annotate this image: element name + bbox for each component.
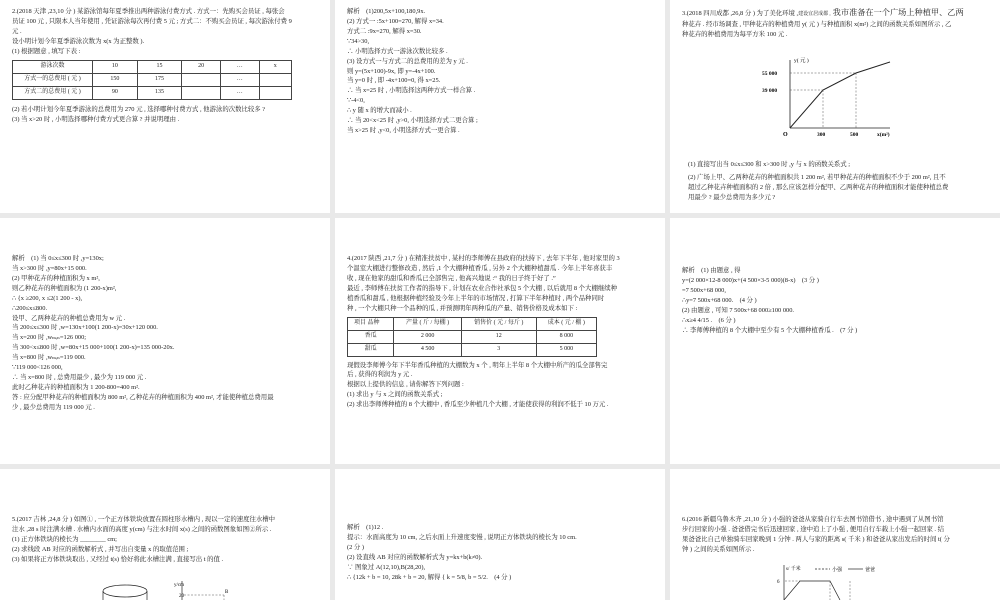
text-line: ∵-4<0, [347,97,365,105]
table-cell: 甜瓜 [348,343,394,356]
table-row [13,73,292,86]
text-line: =7 500x+68 000, [682,286,726,294]
text-line [682,7,988,20]
table-cell [259,73,292,86]
table-cell [182,73,221,86]
table-cell: … [220,86,259,99]
legend-label: 爸爸 [865,568,876,573]
text-line: 方式二 :9x=270, 解得 x=30. [347,27,422,35]
table-row [348,330,597,343]
page-panel-q5-solution [335,469,665,600]
text-line: 设甲、乙两种花卉的种植总费用为 w 元 . [12,314,126,322]
text-line: ∴ 李师傅种植的 8 个大棚中至少有 5 个大棚种植香瓜 . (7 分 ) [682,326,858,334]
cost-function-graph [750,56,900,138]
text-line: 则乙种花卉的种植面积为 (1 200-x)m², [12,284,117,292]
y-axis-label: y( 元 ) [794,58,809,64]
text-line: (2) 由题意 , 可知 7 500x+68 000≥100 000. [682,306,795,314]
page-panel-q2 [0,0,330,213]
table-cell: 135 [137,86,182,99]
text-line: 则 y=(5x+100)-9x, 即 y=-4x+100. [347,67,436,75]
table-cell: 15 [137,60,182,73]
x-axis-label: x(m²) [877,132,890,138]
table-row [348,343,597,356]
text-line: 当 200≤x≤300 时 ,w=130x+100(1 200-x)=30x+120 000. [12,324,158,332]
text-line: (3) 如果将正方体铁块取出 , 又经过 t(s) 恰好将此水槽注满 , 直接写出 t 的值 . [12,555,224,563]
x-tick-label: 500 [850,132,859,138]
text-line: (1) 直接写出当 0≤x≤300 和 x>300 时 ,y 与 x 的函数关系式 ; [688,161,851,168]
text-line: 根据以上提供的信息 , 请你解答下列问题 : [347,381,464,389]
table-cell: x [259,60,292,73]
table-cell: 3 [461,343,536,356]
water-tank-figure [100,579,150,600]
text-line: ∴ {12k + b = 10, 28k + b = 20, 解得 { k = 5/8, b = 5/2. (4 分 ) [347,573,512,581]
text-line: 种 , 一个大棚只种一个品种的瓜 , 并预测明年两种瓜的产量、销售价格及成本如下 : [347,304,578,312]
text-line: 当 x=200 时 ,wₘᵢₙ=126 000; [12,334,87,342]
y-tick-label: 20 [179,594,184,599]
cylinder-top [103,585,147,597]
table-row [13,60,292,73]
text-line: 设小明计划今年夏季游泳次数为 x(x 为正整数 ). [12,37,145,45]
text-line: 5.(2017 吉林 ,24,8 分 ) 如图① , 一个正方体铁块放置在圆柱形水槽内 , 现以一定的速度往水槽中 [12,516,276,523]
text-line: ∴ y 随 x 的增大而减小 . [347,107,412,115]
table-row [13,86,292,99]
table-cell [259,86,292,99]
text-line: ∴ 当 20<x<25 时 ,y>0, 小明选择方式二更合算 ; [347,117,478,125]
text-line: 钟 ) 之间的关系如图所示 . [682,545,755,553]
point-label: B [225,590,229,595]
text-line: (1) 根据题意 , 填写下表 : [12,47,81,55]
table-cell: 175 [137,73,182,86]
page-panel-q2-solution [335,0,665,213]
text-line: ∴ 当 x=800 时 , 总费用最少 , 最少为 119 000 元 . [12,374,147,382]
page-panel-q3 [670,0,1000,213]
table-cell: 游泳次数 [13,60,93,73]
text-line: (1) 正方体铁块的棱长为 ________ cm; [12,535,117,543]
text-line: 种花卉 . 经市场调查 , 甲种花卉的种植费用 y( 元 ) 与种植面积 x(m²) 之间的函数关系如图所示 , 乙 [682,20,952,28]
text-line: 当 y=0 时 , 即 -4x+100=0, 得 x=25. [347,77,441,85]
table-cell: 4 500 [394,343,462,356]
text-line: (2) 广场上甲、乙两种花卉的种植面积共 1 200 m², 若甲种花卉的种植面积不少于 200 m², 且不 [688,173,946,181]
text-line: 答 : 应分配甲种花卉的种植面积为 800 m², 乙种花卉的种植面积为 400 m², 才能使种植总费用最 [12,393,274,401]
table-cell: 方式一的总费用 ( 元 ) [13,73,93,86]
text-line: (1) 求出 y 与 x 之间的函数关系式 ; [347,391,443,399]
text-line: ∴y=7 500x+68 000. (4 分 ) [682,296,757,304]
crop-table [347,317,597,357]
text-line: 当 x>300 时 ,y=80x+15 000. [12,264,87,272]
table-cell: 香瓜 [348,330,394,343]
table-cell: 8 000 [536,330,596,343]
table-cell: 5 000 [536,343,596,356]
text-line: 后 , 获得的利润为 y 元 . [347,371,413,379]
text-segment: 3.(2018 四川成都 ,26,8 分 ) 为了美化环境 , [682,10,799,17]
table-cell: 方式二的总费用 ( 元 ) [13,86,93,99]
fee-table [12,60,292,100]
text-segment: 建设宜居成都 , [798,12,831,17]
text-line: ∵119 000<126 000, [12,364,63,372]
table-cell: 20 [182,60,221,73]
text-line: 4.(2017 陕西 ,21,7 分 ) 在精准扶贫中 , 某村的李师傅在县政府的扶持下 , 去年下半年 , 他对家里的 3 [347,255,620,262]
text-line: 注水 ,28 s 时注满水槽 . 水槽内水面的高度 y(cm) 与注水时间 x(s) 之间的函数图象如图②所示 . [12,525,272,533]
text-line: 用最少 ? 最少总费用为多少元 ? [688,193,776,201]
text-line: 解析 (1) 当 0≤x≤300 时 ,y=130x; [12,255,104,262]
table-cell: 12 [461,330,536,343]
table-cell: 产量 ( 斤 / 每棚 ) [394,317,462,330]
table-cell: 150 [93,73,138,86]
text-line: 提示：水面高度为 10 cm, 之后水面上升速度变慢 , 说明正方体铁块的棱长为 10 cm. [347,533,577,541]
text-line: 果爸爸比自己单独骑车回家晚到 1 分钟 . 两人与家的距离 s( 千米 ) 和爸爸从家出发后的时间 t( 分 [682,535,950,543]
table-cell: 项目 品种 [348,317,394,330]
table-cell [182,86,221,99]
text-line: ∵ 图象过 A(12,10),B(28,20), [347,563,426,571]
text-line: 当 x=800 时 ,wₘᵢₙ=119 000. [12,354,86,362]
father-path-line [784,581,840,600]
text-line: 解析 (1)12 . [347,524,384,531]
text-line: 植香瓜和甜瓜 , 他根据种植经验及今年上半年的市场情况 , 打算下半年种植时 , 两个品种同时 [347,294,605,302]
text-line: (2) 甲种花卉的种植面积为 x m², [12,274,100,282]
y-axis-label: s/ 千米 [786,567,801,572]
table-cell: 90 [93,86,138,99]
cost-line [790,62,890,128]
text-line: 现假设李师傅今年下半年香瓜种植的大棚数为 x 个 , 明年上半年 8 个大棚中所产的瓜全部售完 [347,361,608,369]
y-tick-label: 6 [777,580,780,585]
text-line: (2) 方式一 :5x+100=270, 解得 x=34. [347,17,444,25]
table-cell: 成本 ( 元 / 棚 ) [536,317,596,330]
text-line: (2) 若小明计划今年夏季游泳的总费用为 270 元 , 选择哪种付费方式 , 他游泳的次数比较多 ? [12,105,266,113]
text-line: ∵34>30, [347,37,370,45]
text-line: 员证 100 元 , 只限本人当年使用 , 凭证游泳每次再付费 5 元 ; 方式二：不购买会员证 , 每次游泳付费 9 [12,17,292,25]
text-line: 解析 (1) 由题意 , 得 [682,267,741,274]
text-line: y=(2 000×12-8 000)x+(4 500×3-5 000)(8-x) (3 分 ) [682,276,819,284]
page-panel-q6 [670,469,1000,600]
table-cell: … [220,73,259,86]
text-line: 收 , 现在他家的甜瓜和香瓜已全部售完 , 他高兴地说 :“ 我的日子终于好了 .” [347,274,556,282]
x-tick-label: 300 [817,132,826,138]
text-line: 个温室大棚进行整修改造 , 然后 ,1 个大棚种植香瓜 , 另外 2 个大棚种植甜瓜 . 今年上半年喜获丰 [347,264,613,272]
text-line: (2) 设直线 AB 对应的函数解析式为 y=kx+b(k≠0). [347,553,483,561]
y-axis-label: y/cm [174,583,184,588]
text-line: ∴ {x ≥200, x ≤2(1 200 - x), [12,294,83,302]
text-segment: 我市准备在一个广场上种植甲、乙两 [830,8,964,17]
text-line: (2) 求出李师傅种植的 8 个大棚中 , 香瓜至少种植几个大棚 , 才能使获得的利润不低于 10 万元 . [347,401,609,409]
text-line: 步行回家的小强 . 爸爸借完书后迅速回家 , 途中追上了小强 , 便用自行车载上小强一起回家 . 结 [682,525,945,533]
text-line: (2) 求线段 AB 对应的函数解析式 , 并写出自变量 x 的取值范围 ; [12,545,189,553]
text-line: (3) 设方式一与方式二的总费用的差为 y 元 . [347,57,468,65]
y-tick-label: 39 000 [762,88,778,94]
text-line: 最近 , 李师傅在扶贫工作者的指导下 , 计划在农业合作社承包 5 个大棚 , 以后就用 8 个大棚继续种 [347,284,618,292]
table-cell: 销售价 ( 元 / 每斤 ) [461,317,536,330]
text-line: 解析 (1)200,5x+100,180,9x. [347,8,426,15]
table-cell: 10 [93,60,138,73]
text-line: 少 , 最少总费用为 119 000 元 . [12,403,95,411]
table-row [348,317,597,330]
table-cell: 2 000 [394,330,462,343]
text-line: 元 . [12,27,22,35]
page-panel-q4 [335,218,665,464]
page-panel-q3-solution [0,218,330,464]
text-line: ∴200≤x≤800. [12,304,48,312]
text-line: 超过乙种花卉种植面积的 2 倍 , 那么应该怎样分配甲、乙两种花卉的种植面积才能使种植总费 [688,183,949,191]
page-panel-q5 [0,469,330,600]
text-line: 种花卉的种植费用为每平方米 100 元 . [682,30,788,38]
text-line: 当 x>25 时 ,y<0, 小明选择方式一更合算 . [347,127,460,135]
text-line: ∴ 当 x=25 时 , 小明选择这两种方式一样合算 . [347,87,476,95]
text-line: 6.(2016 新疆乌鲁木齐 ,21,10 分 ) 小强的爸爸从家骑自行车去图书馆借书 , 途中遇到了从图书馆 [682,516,944,523]
text-line: (3) 当 x>20 时 , 小明选择哪种付费方式更合算 ? 并说明理由 . [12,115,180,123]
question-parts [688,160,948,203]
text-line: ∴ 小明选择方式一游泳次数比较多 . [347,47,448,55]
text-line: 当 300<x≤800 时 ,w=80x+15 000+100(1 200-x)=135 000-20x. [12,344,175,352]
table-cell: … [220,60,259,73]
y-tick-label: 55 000 [762,71,778,77]
legend-label: 小强 [832,568,843,573]
distance-time-graph [770,561,900,600]
text-line: 此时乙种花卉的种植面积为 1 200-800=400 m². [12,383,140,391]
page-panel-q4-solution [670,218,1000,464]
text-line: (2 分 ) [347,543,365,551]
text-line: 2.(2018 天津 ,23,10 分 ) 某游泳馆每年夏季推出两种游泳付费方式 . 方式一：先购买会员证 , 每张会 [12,8,285,15]
text-line: ∴x≥4 4/15 . (6 分 ) [682,316,736,324]
origin-label: O [783,132,788,138]
water-height-graph [170,579,250,600]
